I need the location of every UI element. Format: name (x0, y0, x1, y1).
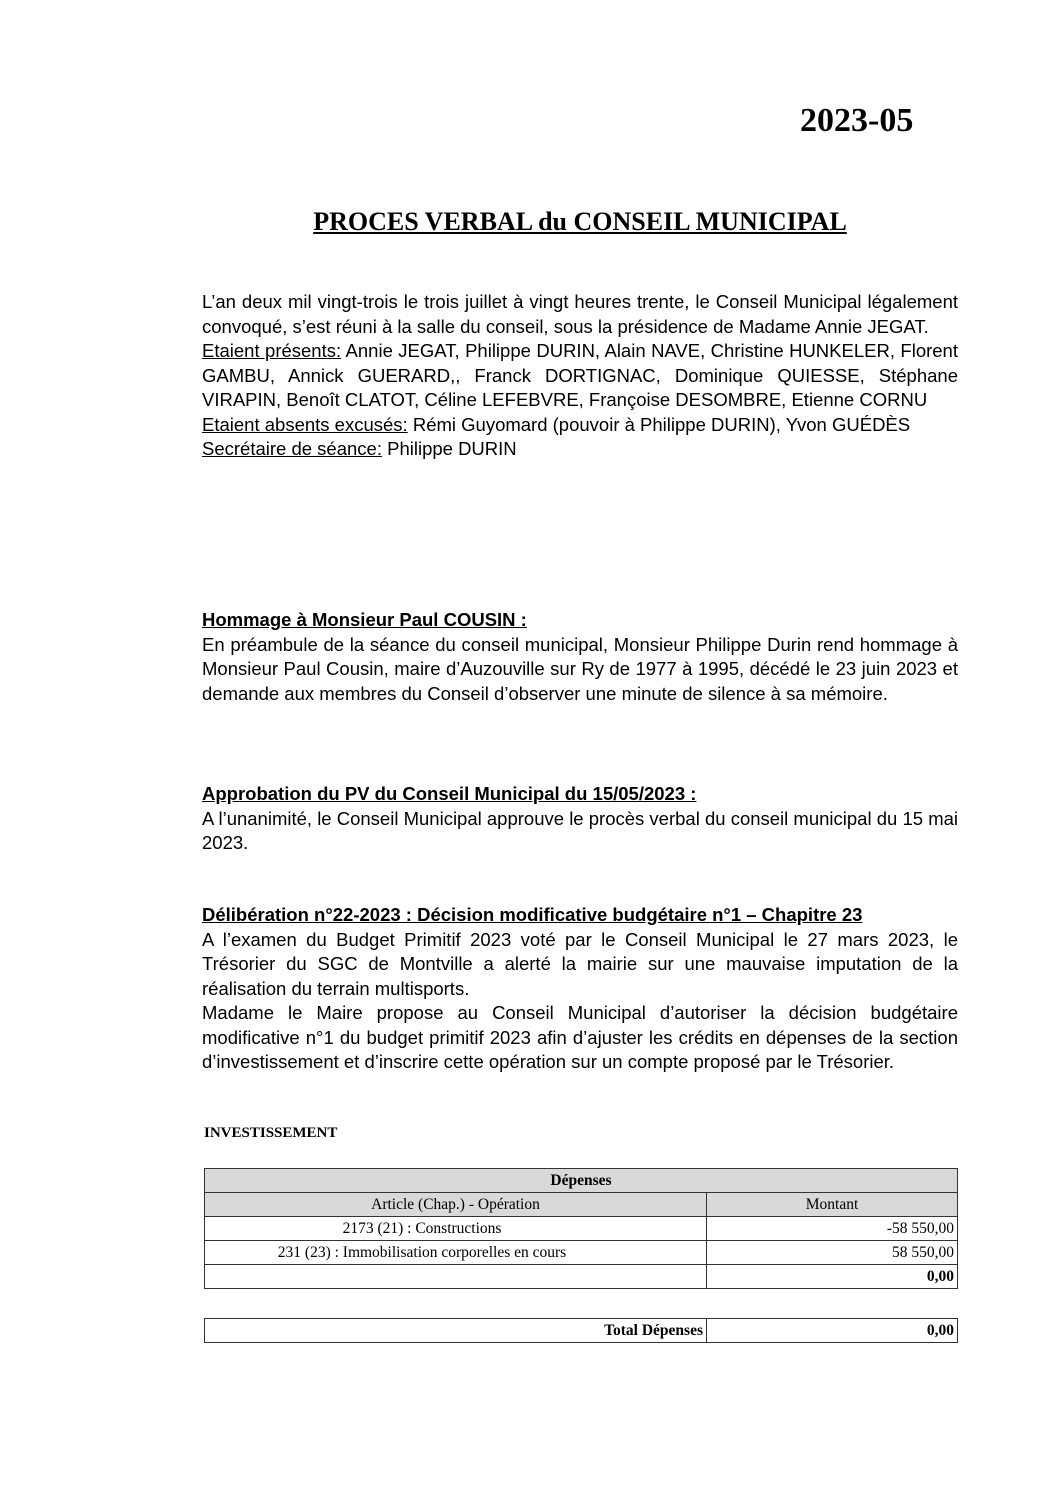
table-cell-article (205, 1265, 707, 1289)
absent-label: Etaient absents excusés: (202, 413, 408, 435)
table-header-depenses: Dépenses (205, 1169, 958, 1193)
table-column-row (205, 1193, 958, 1217)
secretary-name: Philippe DURIN (381, 438, 517, 459)
total-table (204, 1318, 958, 1343)
section-paragraph: Madame le Maire propose au Conseil Municipal d’autoriser la décision budgétaire modificative n°1 du budget primitif 2023 afin d’ajuster les crédits en dépenses de la section d’investissement et d’inscrire cette opération sur un compte proposé par le Trésorier. (202, 1002, 958, 1072)
table-cell-article: 2173 (21) : Constructions (205, 1217, 707, 1241)
document-number: 2023-05 (800, 102, 914, 139)
attendees-absent (202, 413, 958, 438)
column-header-article: Article (Chap.) - Opération (205, 1193, 707, 1217)
section-paragraph: A l’unanimité, le Conseil Municipal approuve le procès verbal du conseil municipal du 15 mai 2023. (202, 807, 958, 853)
secretary-label: Secrétaire de séance: (202, 438, 382, 459)
section-heading: Hommage à Monsieur Paul COUSIN : (202, 609, 527, 630)
document-title: PROCES VERBAL du CONSEIL MUNICIPAL (313, 207, 847, 236)
section-heading: Délibération n°22-2023 : Décision modificative budgétaire n°1 – Chapitre 23 (202, 904, 863, 925)
table-cell-amount: 58 550,00 (707, 1241, 958, 1265)
table-cell-amount: -58 550,00 (707, 1217, 958, 1241)
absent-names: Rémi Guyomard (pouvoir à Philippe DURIN), Yvon GUÉDÈS (407, 413, 911, 435)
total-row (205, 1319, 958, 1343)
intro-opening: L’an deux mil vingt-trois le trois juillet à vingt heures trente, le Conseil Municipal légalement convoqué, s’est réuni à la salle du conseil, sous la présidence de Madame Annie JEGAT. (202, 291, 958, 337)
investissement-label: INVESTISSEMENT (204, 1125, 338, 1141)
column-header-amount: Montant (707, 1193, 958, 1217)
total-amount: 0,00 (707, 1319, 958, 1343)
section-deliberation (202, 903, 958, 1075)
present-names: Annie JEGAT, Philippe DURIN, Alain NAVE, Christine HUNKELER, Florent GAMBU, Annick GUERARD,, Franck DORTIGNAC, Dominique QUIESSE, Stéphane VIRAPIN, Benoît CLATOT, Céline LEFEBVRE, Françoise DESOMBRE, Etienne CORNU (202, 340, 958, 410)
table-row (205, 1241, 958, 1265)
section-hommage (202, 608, 958, 706)
present-label: Etaient présents: (202, 340, 342, 361)
session-secretary (202, 437, 958, 462)
section-heading: Approbation du PV du Conseil Municipal du 15/05/2023 : (202, 783, 697, 804)
table-cell-article: 231 (23) : Immobilisation corporelles en cours (205, 1241, 707, 1265)
intro-block (202, 290, 958, 462)
section-paragraph: En préambule de la séance du conseil municipal, Monsieur Philippe Durin rend hommage à Monsieur Paul Cousin, maire d’Auzouville sur Ry de 1977 à 1995, décédé le 23 juin 2023 et demande aux membres du Conseil d’observer une minute de silence à sa mémoire. (202, 633, 958, 704)
table-row (205, 1217, 958, 1241)
attendees-present (202, 339, 958, 413)
section-approbation (202, 782, 958, 856)
table-cell-amount: 0,00 (707, 1265, 958, 1289)
budget-table (204, 1168, 958, 1289)
table-header-row (205, 1169, 958, 1193)
total-label: Total Dépenses (205, 1319, 707, 1343)
section-paragraph: A l’examen du Budget Primitif 2023 voté par le Conseil Municipal le 27 mars 2023, le Trésorier du SGC de Montville a alerté la mairie sur une mauvaise imputation de la réalisation du terrain multisports. (202, 928, 958, 999)
table-row (205, 1265, 958, 1289)
